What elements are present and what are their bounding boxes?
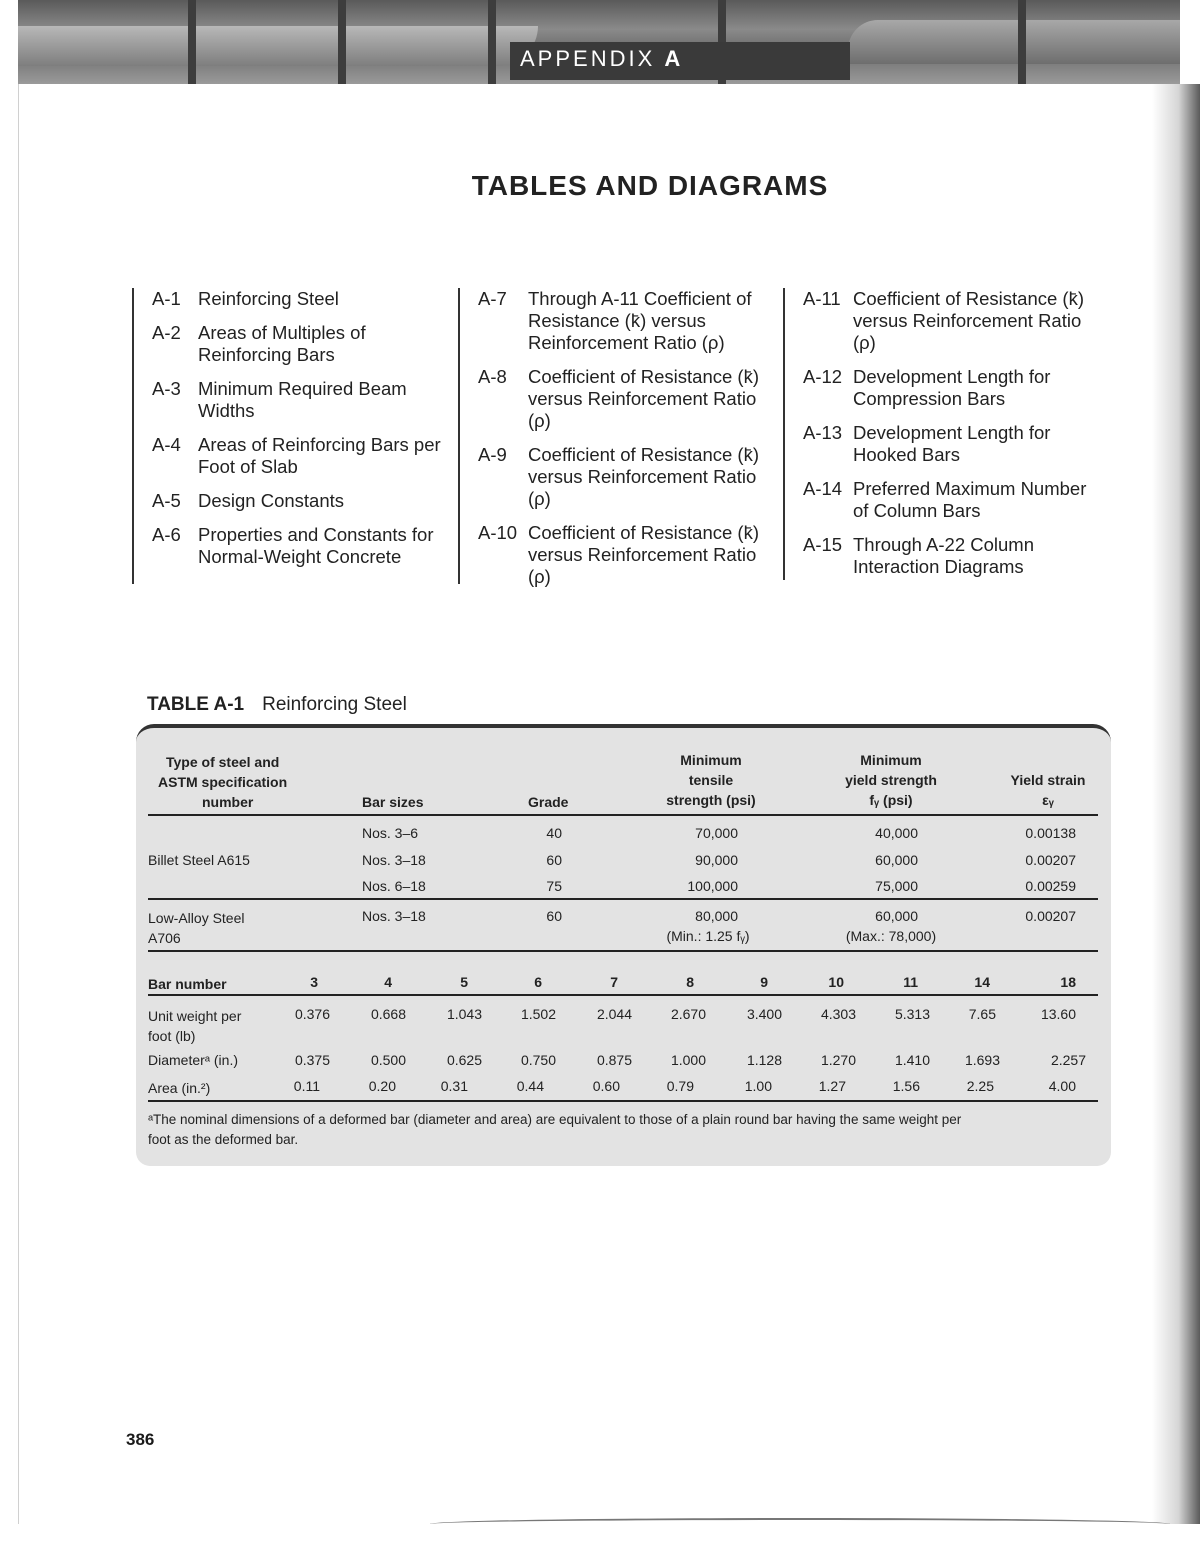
header-grade: Grade bbox=[528, 794, 569, 810]
cell-diameter: 1.128 bbox=[746, 1052, 782, 1068]
cell-area: 0.31 bbox=[440, 1078, 468, 1094]
toc-column-2 bbox=[458, 288, 778, 587]
cell-diameter: 0.375 bbox=[294, 1052, 330, 1068]
toc-item bbox=[152, 378, 452, 422]
toc-text: Preferred Maximum Number of Column Bars bbox=[853, 478, 1087, 521]
toc-num: A-11 bbox=[803, 288, 841, 309]
toc-item bbox=[803, 422, 1103, 466]
row-label: Unit weight per bbox=[148, 1008, 242, 1024]
header-type: Type of steel and bbox=[166, 754, 280, 770]
toc-num: A-3 bbox=[152, 378, 181, 399]
bar-number: 9 bbox=[760, 974, 768, 990]
cell-strain: 0.00259 bbox=[1025, 878, 1076, 894]
cell-area: 2.25 bbox=[966, 1078, 994, 1094]
toc-item bbox=[478, 522, 778, 588]
toc-item bbox=[803, 366, 1103, 410]
cell-area: 1.00 bbox=[744, 1078, 772, 1094]
bar-number: 18 bbox=[1060, 974, 1076, 990]
toc-item bbox=[152, 434, 452, 478]
toc-text: Through A-11 Coefficient of Resistance (k̄) versus Reinforcement Ratio (ρ) bbox=[528, 288, 752, 353]
table-rule bbox=[148, 898, 1098, 900]
header-yield: fᵧ (psi) bbox=[869, 792, 913, 808]
toc-item bbox=[803, 534, 1103, 578]
table-rule bbox=[148, 1100, 1098, 1102]
toc-text: Design Constants bbox=[198, 490, 345, 511]
cell-diameter: 1.410 bbox=[894, 1052, 930, 1068]
toc-num: A-2 bbox=[152, 322, 181, 343]
bar-number: 3 bbox=[310, 974, 318, 990]
cell-diameter: 1.000 bbox=[670, 1052, 706, 1068]
toc-item bbox=[152, 524, 452, 568]
cell-weight: 2.670 bbox=[670, 1006, 706, 1022]
cell-diameter: 0.750 bbox=[520, 1052, 556, 1068]
toc-item bbox=[478, 444, 778, 510]
cell-tensile-note: (Min.: 1.25 fᵧ) bbox=[666, 928, 750, 944]
cell-bars: Nos. 3–6 bbox=[362, 825, 419, 841]
cell-area: 0.11 bbox=[293, 1078, 320, 1094]
cell-diameter: 1.693 bbox=[964, 1052, 1000, 1068]
header-column bbox=[488, 0, 496, 84]
cell-yield: 60,000 bbox=[875, 908, 918, 924]
toc-text: Reinforcing Steel bbox=[198, 288, 339, 309]
appendix-letter: A bbox=[664, 46, 684, 71]
header-slab-left bbox=[18, 26, 538, 66]
toc-num: A-6 bbox=[152, 524, 181, 545]
appendix-label bbox=[520, 46, 683, 72]
cell-diameter: 0.875 bbox=[596, 1052, 632, 1068]
page-number: 386 bbox=[126, 1430, 155, 1449]
cell-yield: 60,000 bbox=[875, 852, 918, 868]
cell-type: A706 bbox=[148, 930, 181, 946]
cell-grade: 40 bbox=[546, 825, 562, 841]
toc-text: Areas of Multiples of Reinforcing Bars bbox=[198, 322, 366, 365]
toc-text: Through A-22 Column Interaction Diagrams bbox=[853, 534, 1034, 577]
header-column bbox=[338, 0, 346, 84]
row-label: Diameterᵃ (in.) bbox=[148, 1052, 239, 1068]
cell-grade: 60 bbox=[546, 908, 562, 924]
toc-item bbox=[152, 490, 452, 512]
toc-num: A-9 bbox=[478, 444, 507, 465]
toc-item bbox=[478, 288, 778, 354]
cell-area: 0.60 bbox=[592, 1078, 620, 1094]
cell-weight: 1.502 bbox=[520, 1006, 556, 1022]
toc-num: A-13 bbox=[803, 422, 843, 443]
cell-area: 1.56 bbox=[892, 1078, 920, 1094]
cell-weight: 2.044 bbox=[596, 1006, 632, 1022]
toc-item bbox=[803, 478, 1103, 522]
row-label: foot (lb) bbox=[148, 1028, 196, 1044]
page-title: TABLES AND DIAGRAMS bbox=[471, 170, 829, 201]
cell-grade: 75 bbox=[546, 878, 562, 894]
cell-weight: 1.043 bbox=[446, 1006, 482, 1022]
appendix-text: APPENDIX bbox=[520, 46, 656, 71]
cell-yield: 40,000 bbox=[875, 825, 918, 841]
bar-number: 10 bbox=[828, 974, 844, 990]
reinforcing-steel-table bbox=[136, 724, 1111, 1166]
cell-area: 0.44 bbox=[516, 1078, 544, 1094]
toc-column-3 bbox=[783, 288, 1103, 580]
cell-yield: 75,000 bbox=[875, 878, 918, 894]
cell-weight: 7.65 bbox=[968, 1006, 996, 1022]
cell-tensile: 70,000 bbox=[695, 825, 738, 841]
cell-weight: 0.376 bbox=[294, 1006, 330, 1022]
header-yield: Minimum bbox=[860, 752, 922, 768]
table-footnote: foot as the deformed bar. bbox=[148, 1132, 299, 1147]
bar-number: 4 bbox=[384, 974, 392, 990]
cell-diameter: 1.270 bbox=[820, 1052, 856, 1068]
toc-text: Coefficient of Resistance (k̄) versus Reinforcement Ratio (ρ) bbox=[528, 444, 760, 509]
cell-bars: Nos. 3–18 bbox=[362, 908, 426, 924]
toc-num: A-5 bbox=[152, 490, 181, 511]
cell-tensile: 100,000 bbox=[687, 878, 738, 894]
toc-text: Development Length for Compression Bars bbox=[853, 366, 1051, 409]
toc-text: Coefficient of Resistance (k̄) versus Reinforcement Ratio (ρ) bbox=[528, 522, 760, 587]
header-yield: yield strength bbox=[845, 772, 937, 788]
header-tensile: strength (psi) bbox=[666, 792, 756, 808]
header-column bbox=[188, 0, 196, 84]
cell-weight: 0.668 bbox=[370, 1006, 406, 1022]
toc-text: Coefficient of Resistance (k̄) versus Reinforcement Ratio (ρ) bbox=[528, 366, 760, 431]
cell-type: Low-Alloy Steel bbox=[148, 910, 245, 926]
toc-num: A-4 bbox=[152, 434, 181, 455]
table-footnote: ᵃThe nominal dimensions of a deformed bar (diameter and area) are equivalent to those of a plain round bar having the same weight per bbox=[148, 1112, 962, 1127]
bar-number: 8 bbox=[686, 974, 694, 990]
header-strain: Yield strain bbox=[1010, 772, 1086, 788]
page-edge bbox=[18, 84, 19, 1524]
cell-weight: 3.400 bbox=[746, 1006, 782, 1022]
toc-text: Minimum Required Beam Widths bbox=[198, 378, 407, 421]
cell-weight: 5.313 bbox=[894, 1006, 930, 1022]
cell-bars: Nos. 6–18 bbox=[362, 878, 426, 894]
toc-num: A-15 bbox=[803, 534, 843, 555]
toc-num: A-7 bbox=[478, 288, 507, 309]
header-type: number bbox=[202, 794, 254, 810]
header-column bbox=[1018, 0, 1026, 84]
cell-tensile: 80,000 bbox=[695, 908, 738, 924]
cell-bars: Nos. 3–18 bbox=[362, 852, 426, 868]
table-rule bbox=[148, 950, 1098, 952]
row-label: Area (in.²) bbox=[148, 1080, 211, 1096]
toc-num: A-8 bbox=[478, 366, 507, 387]
toc-num: A-12 bbox=[803, 366, 843, 387]
cell-weight: 4.303 bbox=[820, 1006, 856, 1022]
header-tensile: tensile bbox=[688, 772, 734, 788]
cell-area: 0.79 bbox=[666, 1078, 694, 1094]
toc-num: A-1 bbox=[152, 288, 181, 309]
header-type: ASTM specification bbox=[158, 774, 288, 790]
table-title: Reinforcing Steel bbox=[262, 694, 407, 715]
toc-column-1 bbox=[132, 288, 452, 584]
page-curl bbox=[430, 1518, 1170, 1530]
bar-number-label: Bar number bbox=[148, 976, 227, 992]
table-number: TABLE A-1 bbox=[147, 694, 245, 715]
cell-type: Billet Steel A615 bbox=[148, 852, 250, 868]
cell-strain: 0.00138 bbox=[1025, 825, 1076, 841]
bar-number: 11 bbox=[903, 974, 918, 990]
toc-text: Development Length for Hooked Bars bbox=[853, 422, 1051, 465]
cell-strain: 0.00207 bbox=[1025, 852, 1076, 868]
header-bar-sizes: Bar sizes bbox=[362, 794, 424, 810]
table-rule bbox=[148, 994, 1098, 996]
toc-item bbox=[478, 366, 778, 432]
toc-num: A-14 bbox=[803, 478, 843, 499]
bar-number: 5 bbox=[460, 974, 468, 990]
page-gutter-shadow bbox=[1152, 84, 1200, 1524]
bar-number: 6 bbox=[534, 974, 542, 990]
header-tensile: Minimum bbox=[680, 752, 742, 768]
cell-weight: 13.60 bbox=[1040, 1006, 1076, 1022]
toc-item bbox=[152, 322, 452, 366]
cell-grade: 60 bbox=[546, 852, 562, 868]
cell-tensile: 90,000 bbox=[695, 852, 738, 868]
toc-text: Areas of Reinforcing Bars per Foot of Slab bbox=[198, 434, 441, 477]
toc-text: Properties and Constants for Normal-Weight Concrete bbox=[198, 524, 434, 567]
table-caption bbox=[147, 694, 407, 716]
toc-num: A-10 bbox=[478, 522, 518, 543]
toc-item bbox=[152, 288, 452, 310]
cell-area: 0.20 bbox=[368, 1078, 396, 1094]
cell-yield-note: (Max.: 78,000) bbox=[845, 928, 937, 944]
cell-diameter: 2.257 bbox=[1050, 1052, 1086, 1068]
cell-diameter: 0.625 bbox=[446, 1052, 482, 1068]
header-strain: εᵧ bbox=[1042, 792, 1054, 808]
header-slab-right bbox=[848, 20, 1180, 64]
bar-number: 7 bbox=[610, 974, 618, 990]
cell-area: 4.00 bbox=[1048, 1078, 1076, 1094]
cell-area: 1.27 bbox=[818, 1078, 846, 1094]
table-rule bbox=[148, 814, 1098, 816]
cell-strain: 0.00207 bbox=[1025, 908, 1076, 924]
bar-number: 14 bbox=[974, 974, 990, 990]
cell-diameter: 0.500 bbox=[370, 1052, 406, 1068]
toc-item bbox=[803, 288, 1103, 354]
toc-text: Coefficient of Resistance (k̄) versus Reinforcement Ratio (ρ) bbox=[853, 288, 1085, 353]
